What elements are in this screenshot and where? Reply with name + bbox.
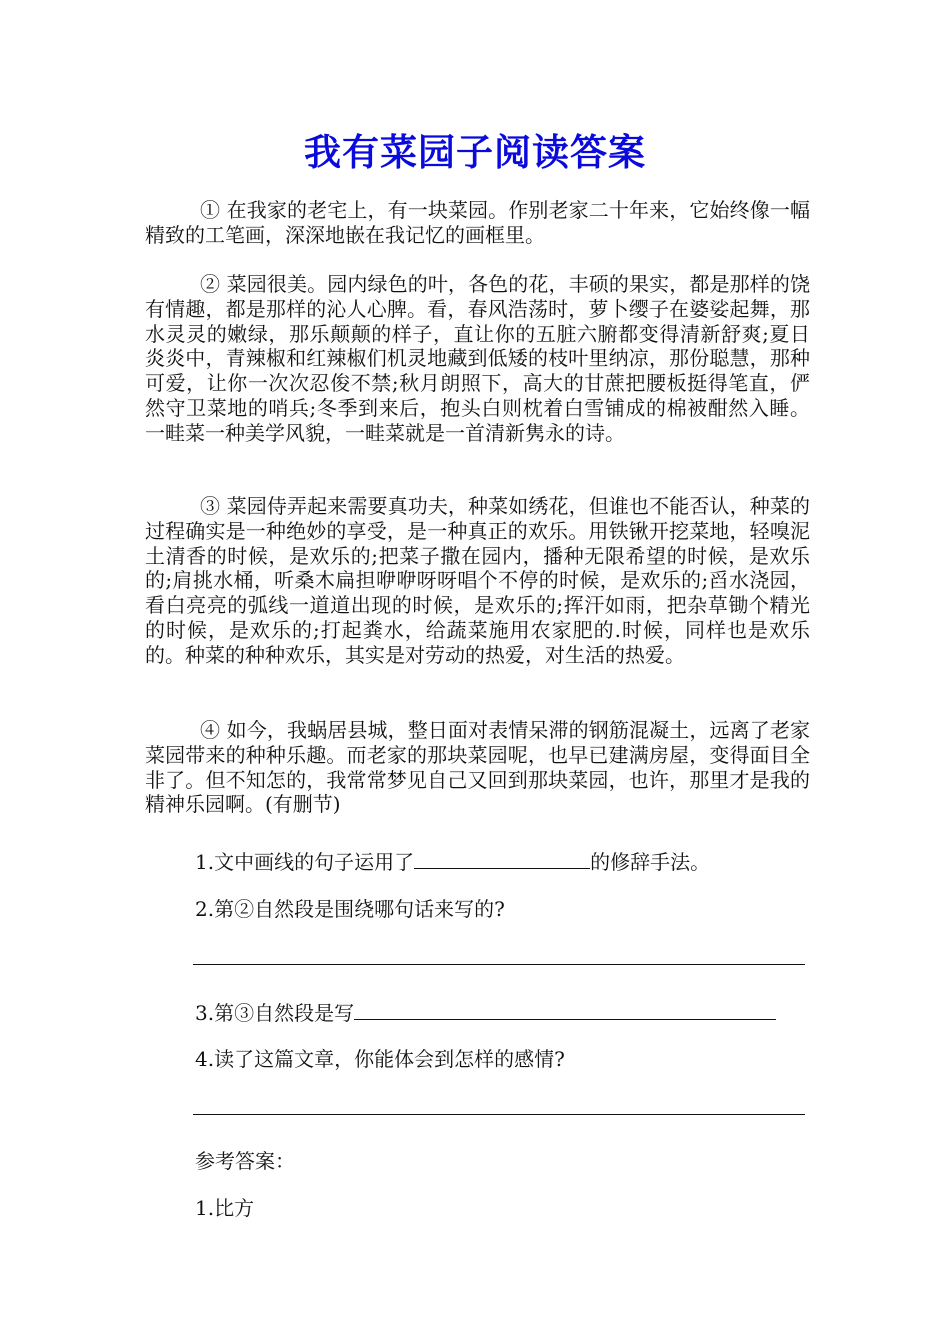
answer-line-2[interactable] [193,964,805,965]
answer-1: 1.比方 [195,1196,255,1220]
question-2: 2.第②自然段是围绕哪句话来写的? [195,897,505,921]
question-3-text: 3.第③自然段是写 [195,1001,355,1025]
question-4: 4.读了这篇文章，你能体会到怎样的感情? [195,1047,565,1071]
paragraph-1: ① 在我家的老宅上，有一块菜园。作别老家二十年来，它始终像一幅精致的工笔画，深深地嵌在我记忆的画框里。 [145,198,810,247]
question-1 [195,846,815,875]
question-3-blank[interactable] [354,997,776,1020]
paragraph-3: ③ 菜园侍弄起来需要真功夫，种菜如绣花，但谁也不能否认，种菜的过程确实是一种绝妙的享受，是一种真正的欢乐。用铁锹开挖菜地，轻嗅泥土清香的时候，是欢乐的;把菜子撒在园内，播种无限希望的时候，是欢乐的;肩挑水桶，听桑木扁担咿咿呀呀唱个不停的时候，是欢乐的;舀水浇园，看白亮亮的弧线一道道出现的时候，是欢乐的;挥汗如雨，把杂草锄个精光的时候，是欢乐的;打起粪水，给蔬菜施用农家肥的.时候，同样也是欢乐的。种菜的种种欢乐，其实是对劳动的热爱，对生活的热爱。 [145,494,810,667]
document-title: 我有菜园子阅读答案 [304,131,646,174]
paragraph-4: ④ 如今，我蜗居县城，整日面对表情呆滞的钢筋混凝土，远离了老家菜园带来的种种乐趣。而老家的那块菜园呢，也早已建满房屋，变得面目全非了。但不知怎的，我常常梦见自己又回到那块菜园，也许，那里才是我的精神乐园啊。(有删节) [145,718,810,817]
paragraph-2: ② 菜园很美。园内绿色的叶，各色的花，丰硕的果实，都是那样的饶有情趣，都是那样的沁人心脾。看，春风浩荡时，萝卜缨子在婆娑起舞，那水灵灵的嫩绿，那乐颠颠的样子，直让你的五脏六腑都变得清新舒爽;夏日炎炎中，青辣椒和红辣椒们机灵地藏到低矮的枝叶里纳凉，那份聪慧，那种可爱，让你一次次忍俊不禁;秋月朗照下，高大的甘蔗把腰板挺得笔直，俨然守卫菜地的哨兵;冬季到来后，抱头白则枕着白雪铺成的棉被酣然入睡。一畦菜一种美学风貌，一畦菜就是一首清新隽永的诗。 [145,272,810,445]
answer-line-4[interactable] [193,1114,805,1115]
question-3 [195,997,815,1026]
question-1-blank[interactable] [414,846,590,869]
question-1-text: 1.文中画线的句子运用了 [195,850,415,874]
question-1-suffix: 的修辞手法。 [590,850,711,874]
answers-heading: 参考答案： [195,1149,295,1173]
